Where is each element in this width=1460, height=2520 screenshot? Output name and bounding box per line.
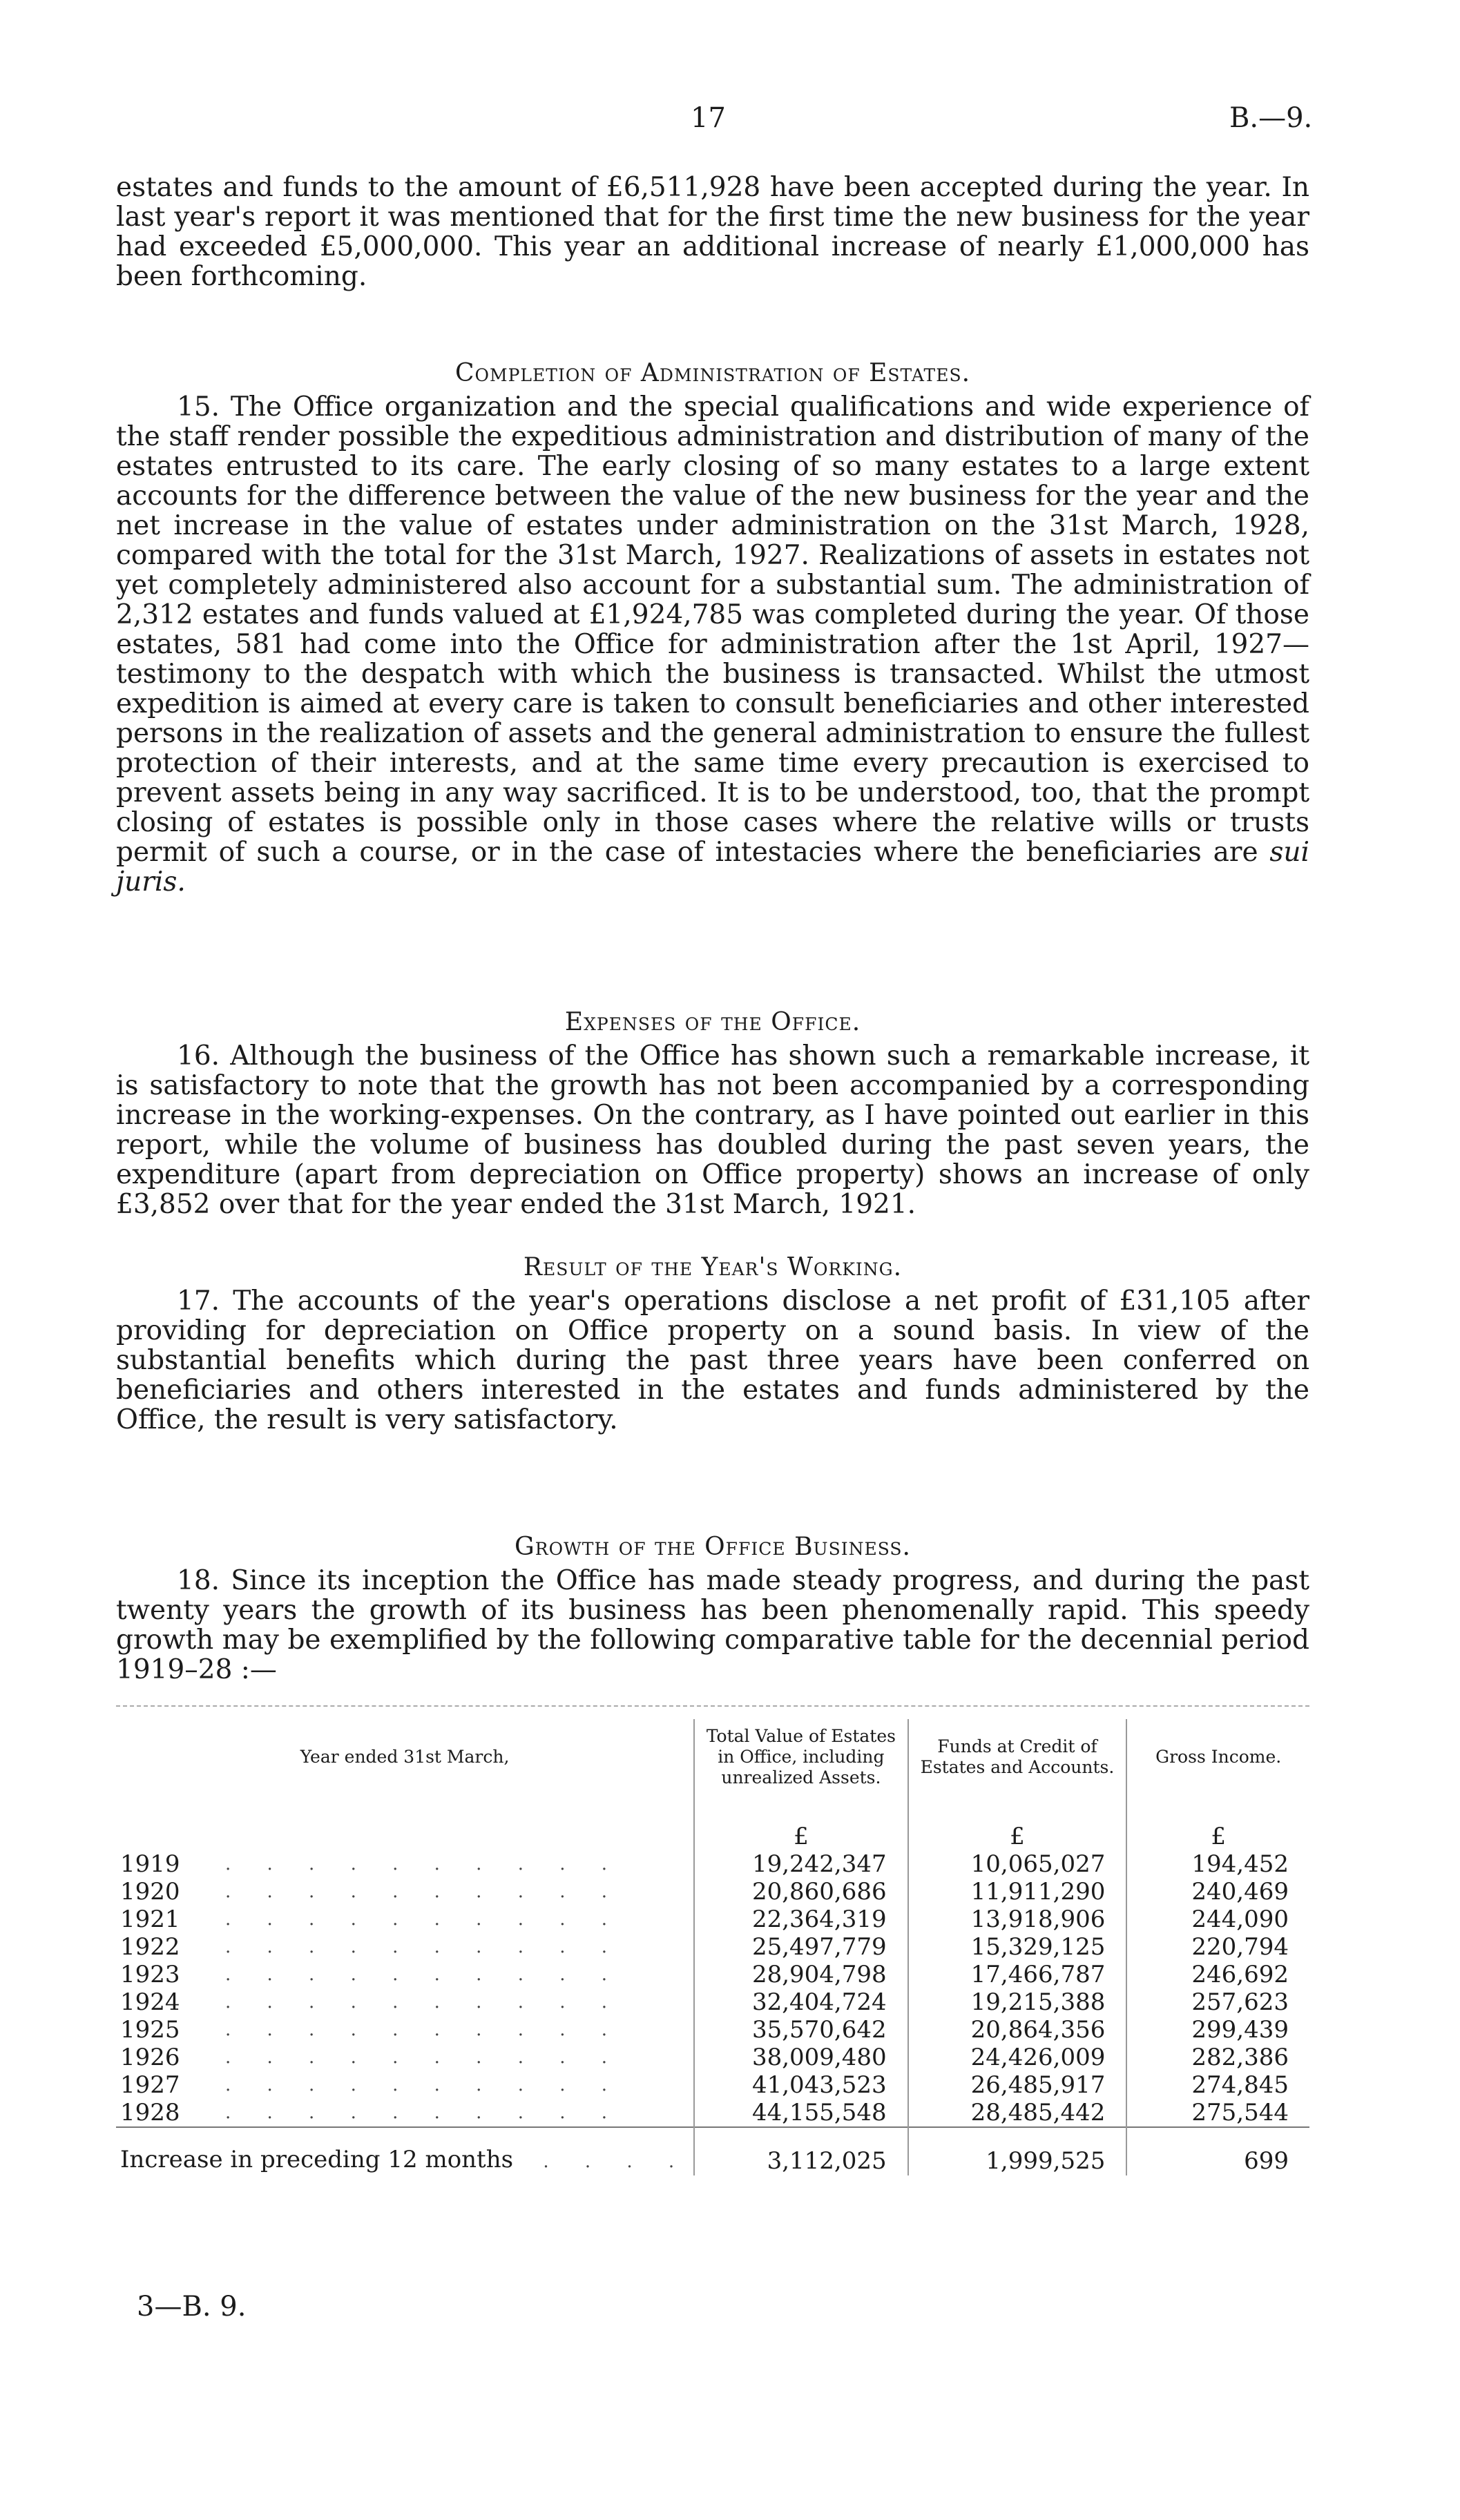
table-top-rule [116, 1705, 1309, 1707]
section-heading-expenses: Expenses of the Office. [564, 1008, 861, 1036]
paragraph-16-text: 16. Although the business of the Office has shown such a remarkable increase, it is satisfactory to note that the growth has not been accompanied by a corresponding increase in the working-expenses. On the contrary, as I have pointed out earlier in this report, while the volume of business has doubled during the past seven years, the expenditure (apart from depreciation on Office property) shows an increase of only £3,852 over that for the year ended the 31st March, 1921. [116, 1040, 1309, 1220]
paragraph-18-text: 18. Since its inception the Office has made steady progress, and during the past twenty years the growth of its business has been phenomenally rapid. This speedy growth may be exemplified by the following comparative table for the decennial period 1919–28 :— [116, 1565, 1309, 1685]
table-row: 1922 . . . . . . . . . . 25,497,779 15,329,125 220,794 [116, 1933, 1309, 1961]
col-header-gross: Gross Income. [1126, 1719, 1309, 1795]
section-body-growth [116, 1566, 1309, 1685]
col-header-funds: Funds at Credit of Estates and Accounts. [908, 1719, 1127, 1795]
table-row: 1921 . . . . . . . . . . 22,364,319 13,918,906 244,090 [116, 1906, 1309, 1933]
unit-gross: £ [1126, 1795, 1309, 1850]
unit-funds: £ [908, 1795, 1127, 1850]
col-header-year: Year ended 31st March, [300, 1747, 510, 1767]
summary-funds: 1,999,525 [908, 2127, 1127, 2175]
growth-table [116, 1719, 1309, 2175]
summary-gross: 699 [1126, 2127, 1309, 2175]
unit-value: £ [694, 1795, 907, 1850]
section-heading-result: Result of the Year's Working. [523, 1253, 903, 1281]
page-number: 17 [691, 102, 726, 134]
summary-value: 3,112,025 [694, 2127, 907, 2175]
table-row: 1926 . . . . . . . . . . 38,009,480 24,426,009 282,386 [116, 2044, 1309, 2071]
table-row: 1927 . . . . . . . . . . 41,043,523 26,485,917 274,845 [116, 2071, 1309, 2099]
paragraph-15-text: 15. The Office organization and the special qualifications and wide experience of the staff render possible the expeditious administration and distribution of many of the estates entrusted to its care. The early closing of so many estates to a large extent accounts for the difference between the value of the new business for the year and the net increase in the value of estates under administration on the 31st March, 1928, compared with the total for the 31st March, 1927. Realizations of assets in estates not yet completely administered also account for a substantial sum. The administration of 2,312 estates and funds valued at £1,924,785 was completed during the year. Of those estates, 581 had come into the Office for administration after the 1st April, 1927—testimony to the despatch with which the business is transacted. Whilst the utmost expedition is aimed at every care is taken to consult beneficiaries and other interested persons in the realization of assets and the general administration to ensure the fullest protection of their interests, and at the same time every precaution is exercised to prevent assets being in any way sacrificed. It is to be understood, too, that the prompt closing of estates is possible only in those cases where the relative wills or trusts permit of such a course, or in the case of intestacies where the beneficiaries are [116, 391, 1309, 868]
table-row: 1928 . . . . . . . . . . 44,155,548 28,485,442 275,544 [116, 2099, 1309, 2127]
table-row: 1920 . . . . . . . . . . 20,860,686 11,911,290 240,469 [116, 1878, 1309, 1906]
table-row: 1924 . . . . . . . . . . 32,404,724 19,215,388 257,623 [116, 1988, 1309, 2016]
paragraph-17-text: 17. The accounts of the year's operations disclose a net profit of £31,105 after providing for depreciation on Office property on a sound basis. In view of the substantial benefits which during the past three years have been conferred on beneficiaries and others interested in the estates and funds administered by the Office, the result is very satisfactory. [116, 1286, 1309, 1435]
table-row: 1923 . . . . . . . . . . 28,904,798 17,466,787 246,692 [116, 1961, 1309, 1988]
section-heading-completion: Completion of Administration of Estates. [454, 359, 971, 387]
intro-text: estates and funds to the amount of £6,511,928 have been accepted during the year. In last year's report it was mentioned that for the first time the new business for the year had exceeded £5,000,000. This year an additional increase of nearly £1,000,000 has been forthcoming. [116, 172, 1309, 292]
table-summary-row: Increase in preceding 12 months . . . . 3,112,025 1,999,525 699 [116, 2127, 1309, 2175]
section-body-expenses [116, 1041, 1309, 1219]
summary-label: Increase in preceding 12 months [120, 2146, 514, 2173]
section-body-completion [116, 392, 1309, 897]
document-reference: B.—9. [1229, 102, 1313, 134]
footer-signature: 3—B. 9. [137, 2291, 247, 2323]
table-row: 1919 . . . . . . . . . . 19,242,347 10,065,027 194,452 [116, 1850, 1309, 1878]
col-header-value: Total Value of Estates in Office, including unrealized Assets. [694, 1719, 907, 1795]
paragraph-15-italic: sui juris. [116, 837, 1309, 898]
section-heading-growth: Growth of the Office Business. [515, 1533, 911, 1561]
table-row: 1925 . . . . . . . . . . 35,570,642 20,864,356 299,439 [116, 2016, 1309, 2044]
intro-paragraph [116, 173, 1309, 291]
section-body-result [116, 1286, 1309, 1435]
